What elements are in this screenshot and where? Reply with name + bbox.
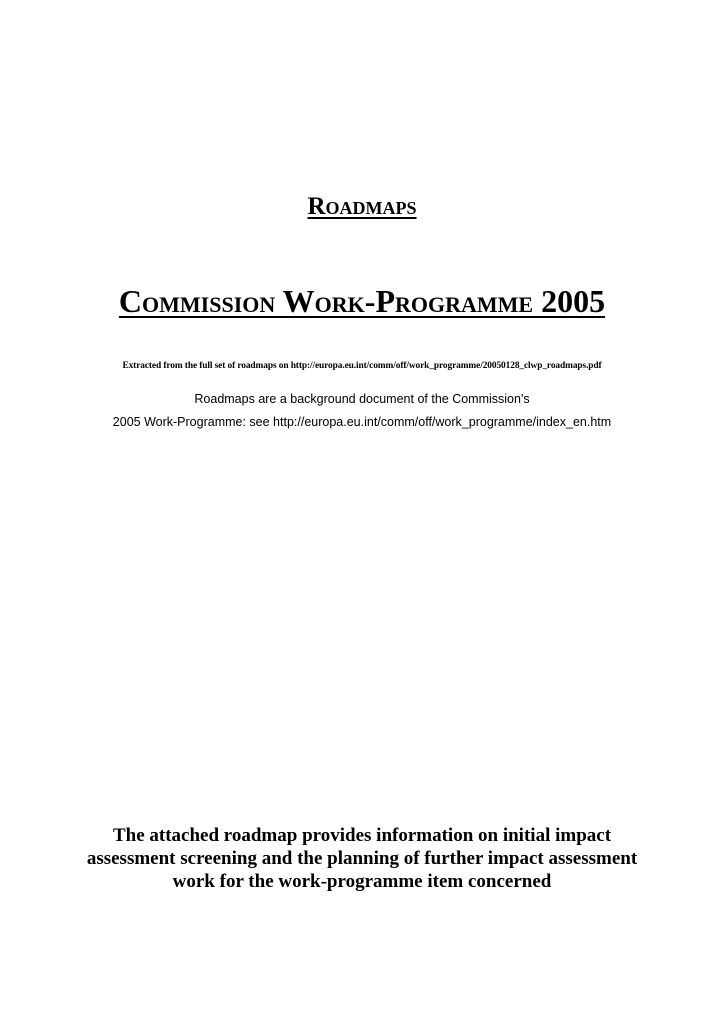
notice-line-3: work for the work-programme item concerned xyxy=(172,871,552,892)
background-line-2: 2005 Work-Programme: see http://europa.eu.int/comm/off/work_programme/index_en.htm xyxy=(112,415,612,429)
impact-assessment-notice xyxy=(0,824,724,893)
extracted-note: Extracted from the full set of roadmaps on http://europa.eu.int/comm/off/work_programme/20050128_clwp_roadmaps.pdf xyxy=(122,361,602,371)
page-subtitle: Commission Work-Programme 2005 xyxy=(118,283,606,319)
page-title: Roadmaps xyxy=(307,193,417,220)
notice-line-2: assessment screening and the planning of further impact assessment xyxy=(86,848,638,869)
background-line-1: Roadmaps are a background document of the Commission's xyxy=(194,392,530,406)
notice-line-1: The attached roadmap provides information on initial impact xyxy=(112,825,612,846)
